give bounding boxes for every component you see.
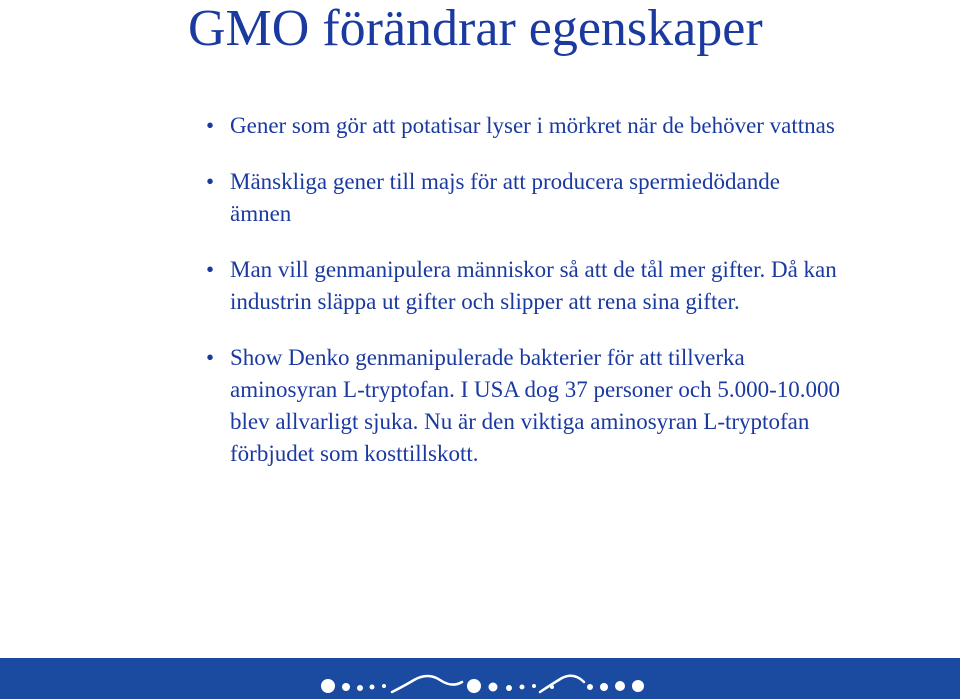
slide-title: GMO förändrar egenskaper <box>188 0 763 57</box>
bullet-text: Man vill genmanipulera människor så att de tål mer gifter. Då kan industrin släppa ut gifter och slipper att rena sina gifter. <box>230 257 837 314</box>
bullet-item <box>206 342 846 470</box>
bullet-item <box>206 254 846 318</box>
footer-band <box>0 658 960 699</box>
bullet-icon: • <box>206 169 215 194</box>
bullet-item <box>206 166 846 230</box>
bullet-text: Mänskliga gener till majs för att producera spermiedödande ämnen <box>230 169 780 226</box>
bullet-icon: • <box>206 345 215 370</box>
bullet-icon: • <box>206 257 215 282</box>
bullet-text: Show Denko genmanipulerade bakterier för att tillverka aminosyran L-tryptofan. I USA dog 37 personer och 5.000-10.000 blev allvarligt sjuka. Nu är den viktiga aminosyran L-tryptofan förbjudet som kosttillskott. <box>230 345 841 466</box>
bullet-item <box>206 110 846 142</box>
dots-and-waves-decoration-icon <box>0 658 960 699</box>
bullet-text: Gener som gör att potatisar lyser i mörkret när de behöver vattnas <box>230 113 835 138</box>
bullet-list <box>206 110 846 494</box>
bullet-icon: • <box>206 113 215 138</box>
